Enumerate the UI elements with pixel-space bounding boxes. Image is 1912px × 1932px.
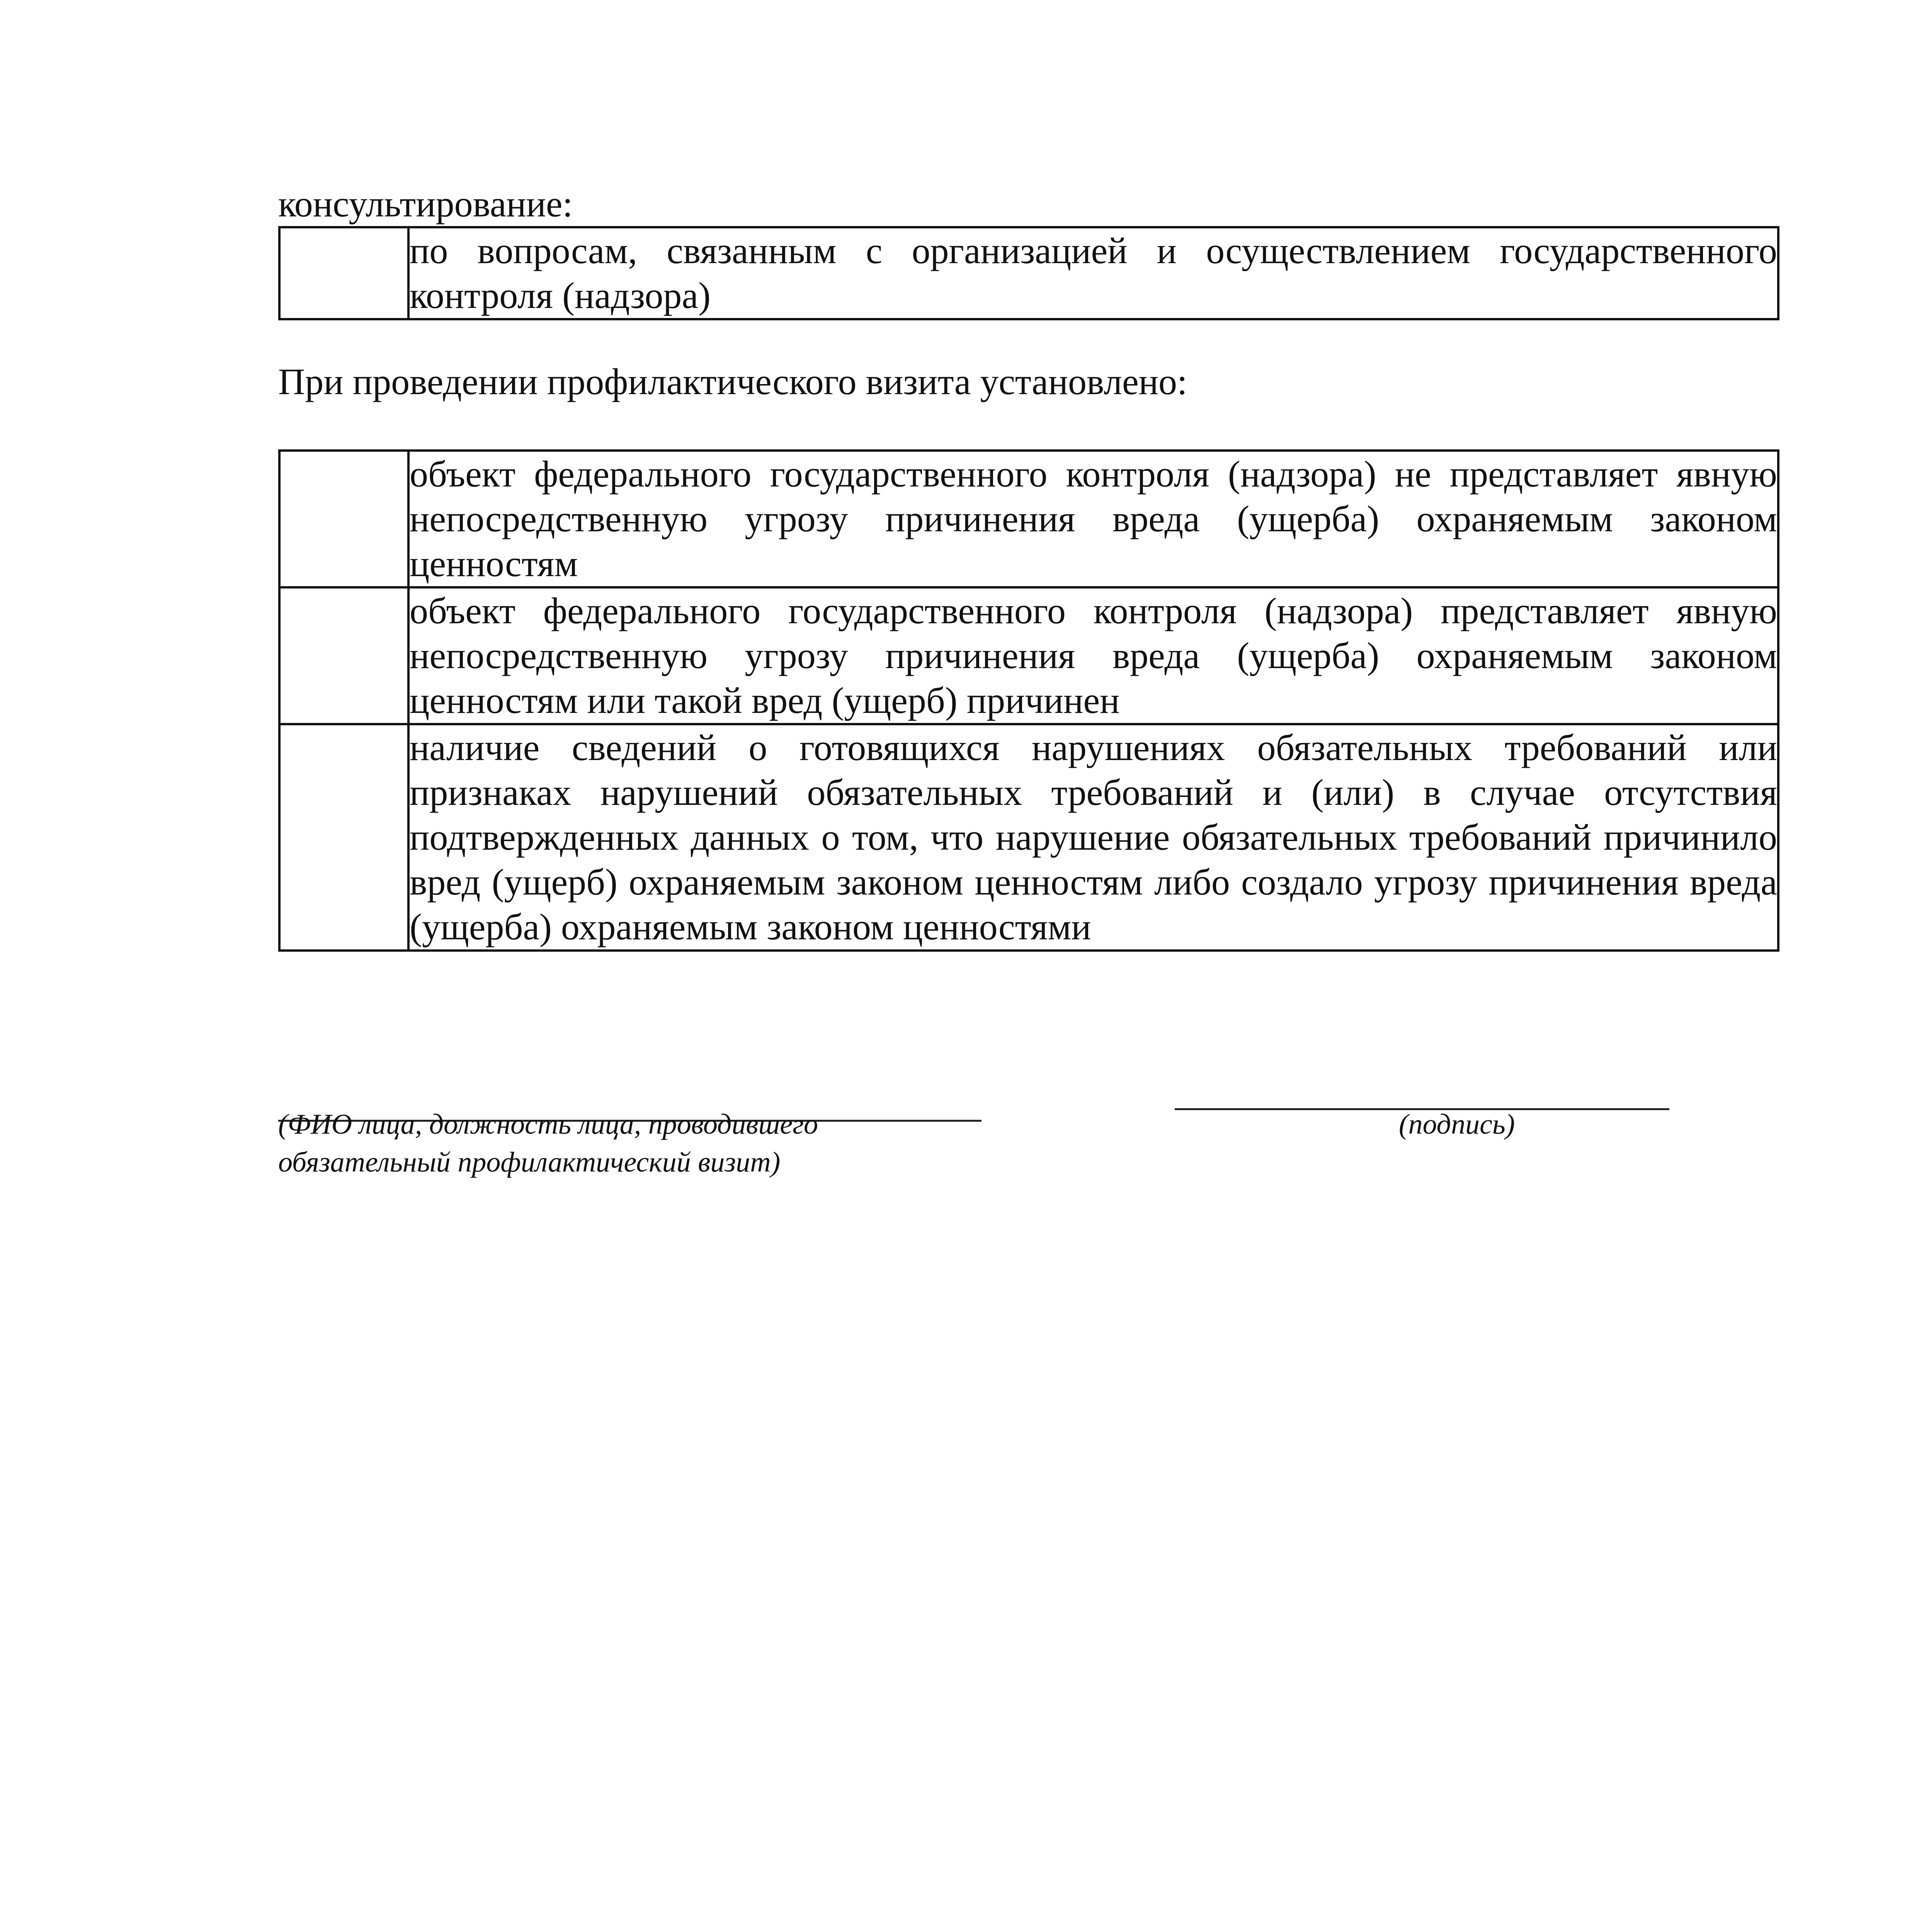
signature-caption: (подпись) (1399, 1109, 1515, 1140)
finding-item-text: объект федерального государственного контроля (надзора) не представляет явную непосредственную угрозу причинения вреда (ущерба) охраняемым законом ценностям (408, 451, 1778, 587)
finding-checkbox-cell[interactable] (279, 451, 408, 587)
finding-checkbox-cell[interactable] (279, 724, 408, 951)
name-position-caption-line2: обязательный профилактический визит) (278, 1146, 781, 1178)
consultation-table (278, 226, 1779, 320)
visit-findings-table (278, 449, 1779, 952)
finding-checkbox-cell[interactable] (279, 587, 408, 724)
consultation-checkbox-cell[interactable] (279, 227, 408, 319)
table-row (279, 451, 1778, 587)
finding-item-text: наличие сведений о готовящихся нарушениях обязательных требований или признаках нарушений обязательных требований и (или) в случае отсутствия подтвержденных данных о том, что нарушение обязательных требований причинило вред (ущерб) охраняемым законом ценностям либо создало угрозу причинения вреда (ущерба) охраняемым законом ценностями (408, 724, 1778, 951)
consultation-item-text: по вопросам, связанным с организацией и осуществлением государственного контроля (надзора) (408, 227, 1778, 319)
name-position-caption-line1: (ФИО лица, должность лица, проводившего (278, 1109, 818, 1140)
table-row (279, 227, 1778, 319)
table-row (279, 724, 1778, 951)
table-row (279, 587, 1778, 724)
finding-item-text: объект федерального государственного контроля (надзора) представляет явную непосредственную угрозу причинения вреда (ущерба) охраняемым законом ценностям или такой вред (ущерб) причинен (408, 587, 1778, 724)
consultation-heading: консультирование: (278, 183, 573, 224)
visit-findings-heading: При проведении профилактического визита установлено: (278, 361, 1187, 402)
